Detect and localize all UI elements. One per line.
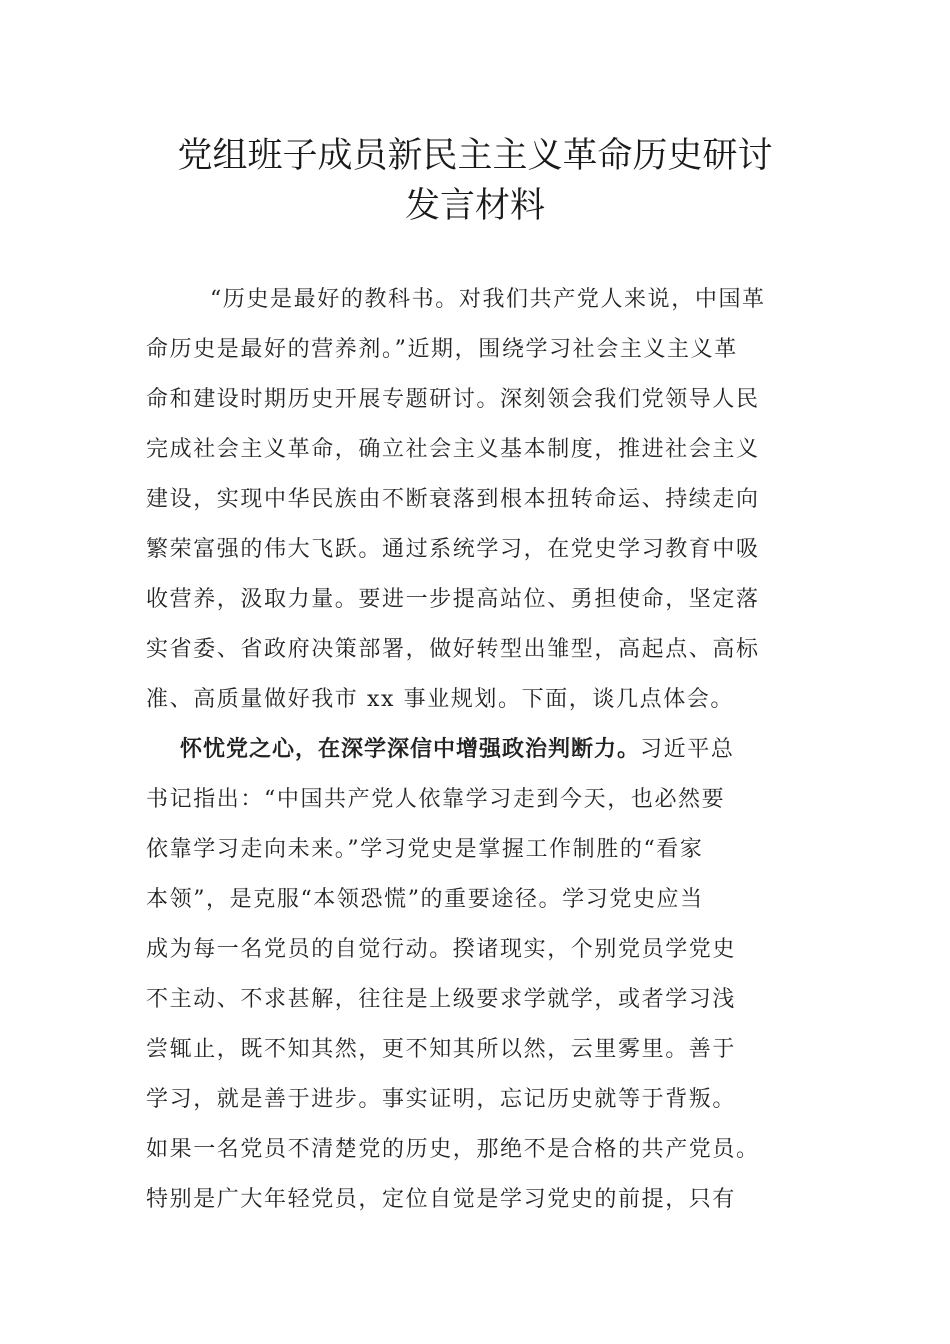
paragraph-2-first-line-text: 习近平总	[640, 737, 735, 762]
paragraph-1-line: 建设，实现中华民族由不断衰落到根本扭转命运、持续走向	[146, 487, 760, 512]
section-heading: 怀忧党之心，在深学深信中增强政治判断力。	[180, 737, 641, 762]
paragraph-1-line: 命和建设时期历史开展专题研讨。深刻领会我们党领导人民	[146, 387, 760, 412]
paragraph-1-line: 准、高质量做好我市 xx 事业规划。下面，谈几点体会。	[146, 687, 735, 712]
paragraph-1-line: 繁荣富强的伟大飞跃。通过系统学习，在党史学习教育中吸	[146, 537, 760, 562]
paragraph-2-line: 学习，就是善于进步。事实证明，忘记历史就等于背叛。	[146, 1087, 737, 1112]
paragraph-1-line: 完成社会主义革命，确立社会主义基本制度，推进社会主义	[146, 437, 760, 462]
document-title-line-2: 发言材料	[404, 186, 545, 226]
paragraph-2-line: 不主动、不求甚解，往往是上级要求学就学，或者学习浅	[146, 987, 737, 1012]
paragraph-1-line: 实省委、省政府决策部署，做好转型出雏型，高起点、高标	[146, 637, 760, 662]
paragraph-1-line: 收营养，汲取力量。要进一步提高站位、勇担使命，坚定落	[146, 587, 760, 612]
paragraph-2-line: 如果一名党员不清楚党的历史，那绝不是合格的共产党员。	[146, 1137, 760, 1162]
paragraph-2-line: 书记指出：“中国共产党人依靠学习走到今天，也必然要	[146, 787, 726, 812]
paragraph-2-line: 成为每一名党员的自觉行动。揆诸现实，个别党员学党史	[146, 937, 737, 962]
paragraph-2-line: 本领”，是克服“本领恐慌”的重要途径。学习党史应当	[146, 887, 704, 912]
paragraph-2-first-line	[180, 735, 734, 765]
paragraph-2-line: 依靠学习走向未来。”学习党史是掌握工作制胜的“看家	[146, 837, 704, 862]
paragraph-2-line: 特别是广大年轻党员，定位自觉是学习党史的前提，只有	[146, 1187, 737, 1212]
paragraph-1-line: “历史是最好的教科书。对我们共产党人来说，中国革	[210, 287, 766, 312]
paragraph-1-line: 命历史是最好的营养剂。”近期，围绕学习社会主义主义革	[146, 337, 738, 362]
document-title-line-1: 党组班子成员新民主主义革命历史研讨	[177, 136, 773, 176]
paragraph-2-line: 尝辄止，既不知其然，更不知其所以然，云里雾里。善于	[146, 1037, 737, 1062]
